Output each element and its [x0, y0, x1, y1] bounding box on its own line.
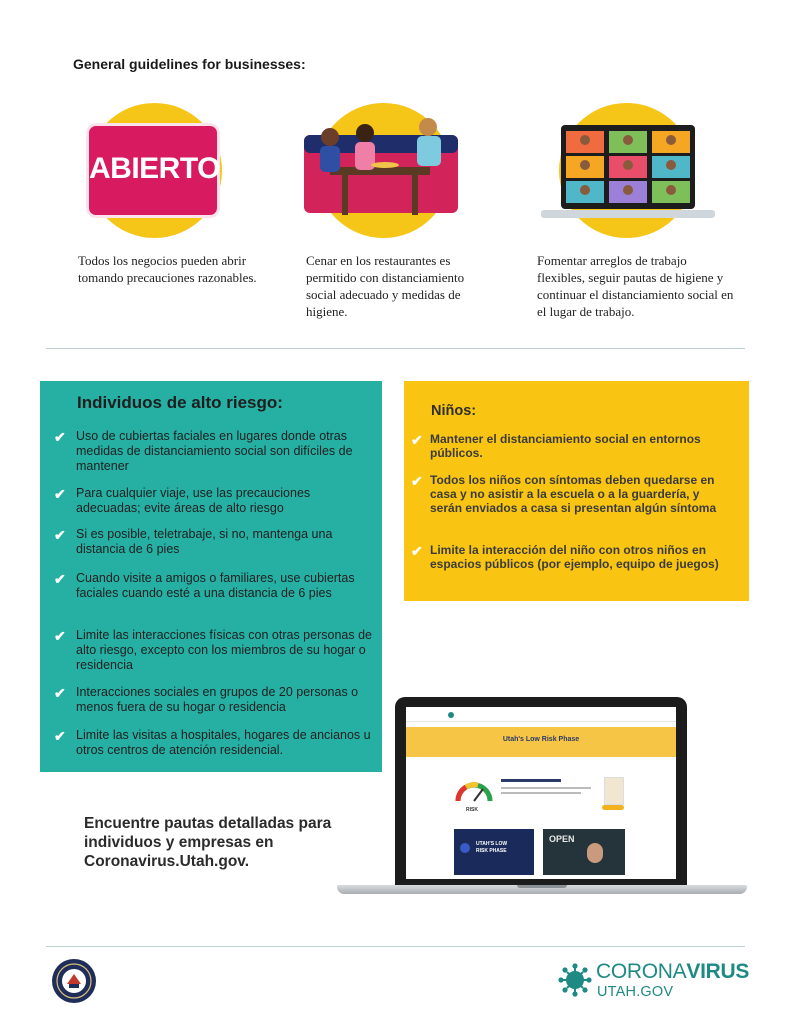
list-item: ✔ Todos los niños con síntomas deben quedarse en casa y no asistir a la escuela o a la guardería, y serán enviados a casa si presentan algún síntoma	[411, 473, 717, 515]
children-title: Niños:	[431, 403, 477, 419]
list-item: ✔ Uso de cubiertas faciales en lugares donde otras medidas de distanciamiento social son difíciles de mantener	[54, 429, 353, 473]
laptop-mockup	[337, 697, 747, 902]
list-item: ✔ Limite las visitas a hospitales, hogares de ancianos u otros centros de atención residencial.	[54, 728, 371, 757]
divider	[46, 348, 745, 349]
tile-text-line-1: UTAH'S LOW	[476, 841, 508, 847]
children-panel	[404, 381, 749, 601]
card-caption-restaurant: Cenar en los restaurantes es permitido con distanciamiento social adecuado y medidas de higiene.	[306, 253, 465, 319]
list-item: ✔ Mantener el distanciamiento social en entornos públicos.	[411, 432, 701, 460]
check-icon: ✔	[54, 429, 66, 445]
brand-part-b: VIRUS	[686, 960, 750, 983]
list-item: ✔ Si es posible, teletrabaje, si no, mantenga una distancia de 6 pies	[54, 527, 333, 556]
laptop-screen	[406, 707, 676, 879]
coronavirus-virus-icon	[557, 962, 593, 998]
open-photo-tile	[543, 829, 625, 875]
risk-gauge-icon	[454, 773, 494, 809]
open-sign-text: ABIERTO	[89, 152, 220, 185]
check-icon: ✔	[411, 543, 423, 559]
card-caption-open: Todos los negocios pueden abrir tomando precauciones razonables.	[78, 253, 257, 285]
check-icon: ✔	[54, 685, 66, 701]
list-item: ✔ Para cualquier viaje, use las precauciones adecuadas; evite áreas de alto riesgo	[54, 486, 311, 515]
card-caption-remote-work: Fomentar arreglos de trabajo flexibles, seguir pautas de higiene y continuar el distanciamiento social en el lugar de trabajo.	[537, 253, 734, 319]
list-item: ✔ Interacciones sociales en grupos de 20 personas o menos fuera de su hogar o residencia	[54, 685, 359, 714]
footer-divider	[46, 946, 745, 947]
check-icon: ✔	[54, 728, 66, 744]
high-risk-panel	[40, 381, 382, 772]
low-risk-tile	[454, 829, 534, 875]
list-item: ✔ Limite las interacciones físicas con otras personas de alto riesgo, excepto con los miembros de su hogar o residencia	[54, 628, 372, 672]
list-item: ✔ Limite la interacción del niño con otros niños en espacios públicos (por ejemplo, equipo de juegos)	[411, 543, 719, 571]
page-heading: General guidelines for businesses:	[73, 56, 306, 72]
check-icon: ✔	[54, 628, 66, 644]
laptop-banner: Utah's Low Risk Phase	[502, 736, 580, 743]
check-icon: ✔	[411, 473, 423, 489]
tile-text-line-2: RISK PHASE	[476, 848, 507, 854]
utah-seal-icon	[51, 958, 97, 1004]
check-icon: ✔	[411, 432, 423, 448]
tile-open-text: OPEN	[549, 834, 575, 844]
high-risk-title: Individuos de alto riesgo:	[77, 393, 283, 412]
restaurant-dining-icon	[300, 115, 462, 220]
find-guidelines-text: Encuentre pautas detalladas para individuos y empresas en Coronavirus.Utah.gov.	[84, 815, 332, 870]
list-item: ✔ Cuando visite a amigos o familiares, use cubiertas faciales cuando esté a una distancia de 6 pies	[54, 571, 355, 600]
coronavirus-brand	[596, 961, 749, 983]
check-icon: ✔	[54, 486, 66, 502]
brand-part-a: CORONA	[596, 960, 687, 983]
check-icon: ✔	[54, 571, 66, 587]
gauge-label: RISK	[466, 807, 478, 813]
brand-domain: UTAH.GOV	[597, 984, 674, 1000]
open-sign-icon	[86, 123, 220, 218]
video-conference-icon	[541, 123, 715, 221]
check-icon: ✔	[54, 527, 66, 543]
